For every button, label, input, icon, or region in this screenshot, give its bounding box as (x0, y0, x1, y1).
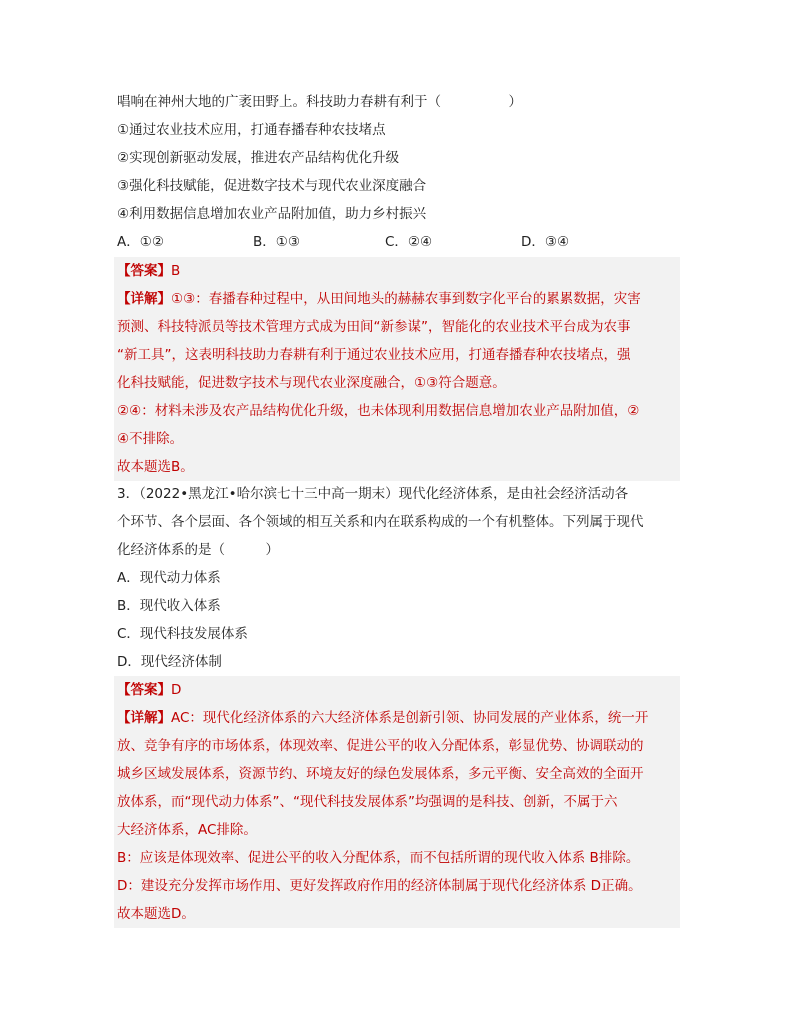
q3-detail-4: 放体系，而“现代动力体系”、“现代科技发展体系”均强调的是科技、创新，不属于六 (117, 794, 618, 810)
q3-detail-2: 放、竞争有序的市场体系，体现效率、促进公平的收入分配体系，彰显优势、协调联动的 (117, 738, 644, 754)
q3-answer-label: 【答案】 (117, 682, 171, 698)
q2-item-2: ②实现创新驱动发展，推进农产品结构优化升级 (117, 150, 400, 166)
q3-option-d: D．现代经济体制 (117, 654, 222, 670)
q2-stem: 唱响在神州大地的广袤田野上。科技助力春耕有利于（ ） (117, 94, 522, 110)
q3-detail-8: 故本题选D。 (117, 906, 195, 922)
q2-answer-value: B (171, 263, 181, 279)
q3-stem-2: 个环节、各个层面、各个领域的相互关系和内在联系构成的一个有机整体。下列属于现代 (117, 514, 644, 530)
q2-option-d: D．③④ (521, 234, 570, 250)
q3-option-a: A．现代动力体系 (117, 570, 221, 586)
q2-option-c: C．②④ (385, 234, 433, 250)
q2-answer (117, 257, 682, 285)
q2-detail-5: ②④：材料未涉及农产品结构优化升级，也未体现利用数据信息增加农业产品附加值，② (117, 403, 640, 419)
q3-detail-3: 城乡区域发展体系，资源节约、环境友好的绿色发展体系，多元平衡、安全高效的全面开 (117, 766, 644, 782)
q2-option-b: B．①③ (253, 234, 300, 250)
q2-detail-6: ④不排除。 (117, 431, 184, 447)
q3-stem-1: 3．（2022•黑龙江•哈尔滨七十三中高一期末）现代化经济体系，是由社会经济活动各 (117, 486, 629, 502)
q3-option-c: C．现代科技发展体系 (117, 626, 248, 642)
q2-item-3: ③强化科技赋能，促进数字技术与现代农业深度融合 (117, 178, 427, 194)
q2-detail-text-1: ①③：春播春种过程中，从田间地头的赫赫农事到数字化平台的累累数据，灾害 (171, 291, 641, 307)
q3-answer (117, 676, 682, 704)
q3-detail-label: 【详解】 (117, 710, 171, 726)
q2-detail-7: 故本题选B。 (117, 459, 194, 475)
q2-detail-2: 预测、科技特派员等技术管理方式成为田间“新参谋”，智能化的农业技术平台成为农事 (117, 319, 631, 335)
q2-detail-4: 化科技赋能，促进数字技术与现代农业深度融合，①③符合题意。 (117, 375, 506, 391)
q3-detail-text-1: AC：现代化经济体系的六大经济体系是创新引领、协同发展的产业体系，统一开 (171, 710, 649, 726)
q2-detail-3: “新工具”，这表明科技助力春耕有利于通过农业技术应用，打通春播春种农技堵点，强 (117, 347, 631, 363)
q2-answer-box (114, 257, 680, 481)
q2-option-a: A．①② (117, 234, 164, 250)
q3-detail-5: 大经济体系，AC排除。 (117, 822, 257, 838)
q3-detail-6: B：应该是体现效率、促进公平的收入分配体系，而不包括所谓的现代收入体系 B排除。 (117, 850, 640, 866)
q3-option-b: B．现代收入体系 (117, 598, 221, 614)
q2-item-1: ①通过农业技术应用，打通春播春种农技堵点 (117, 122, 386, 138)
q2-answer-label: 【答案】 (117, 263, 171, 279)
q3-stem-3: 化经济体系的是（ ） (117, 542, 279, 558)
q3-answer-box (114, 676, 680, 928)
q2-item-4: ④利用数据信息增加农业产品附加值，助力乡村振兴 (117, 206, 427, 222)
q3-detail-7: D：建设充分发挥市场作用、更好发挥政府作用的经济体制属于现代化经济体系 D正确。 (117, 878, 642, 894)
q2-detail-label: 【详解】 (117, 291, 171, 307)
q2-options (117, 228, 682, 256)
q3-answer-value: D (171, 682, 182, 698)
q3-detail-1 (117, 704, 682, 732)
q2-detail-1 (117, 285, 682, 313)
